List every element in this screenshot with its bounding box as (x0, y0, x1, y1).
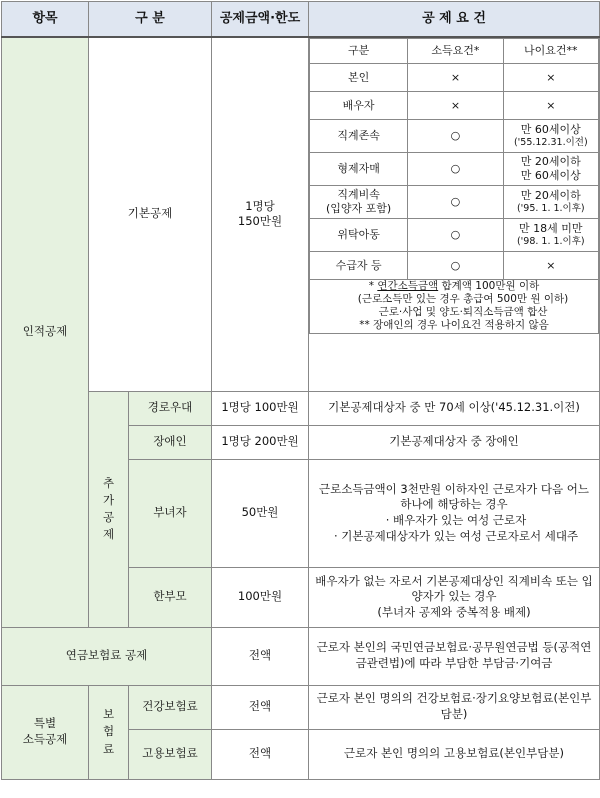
basic-notes (310, 280, 599, 334)
row-age (503, 186, 598, 219)
row-age: × (503, 252, 598, 280)
pension-amount: 전액 (212, 627, 309, 685)
row-division: 배우자 (310, 92, 408, 120)
basic-row-descendant (310, 186, 599, 219)
woman-amount: 50만원 (212, 459, 309, 567)
additional-label-char: 제 (102, 527, 115, 542)
disabled-label: 장애인 (129, 425, 212, 459)
row-age (503, 120, 598, 153)
row-age: × (503, 64, 598, 92)
woman-condition-bullet2: · 기본공제대상자가 있는 여성 근로자로서 세대주 (333, 528, 579, 543)
insurance-label-char: 보 (102, 707, 115, 722)
health-insurance-condition: 근로자 본인 명의의 건강보험료·장기요양보험료(본인부담분) (309, 685, 600, 729)
header-item: 항목 (2, 2, 89, 38)
single-parent-condition-note: (부녀자 공제와 중복적용 배제) (377, 604, 531, 619)
header-conditions: 공 제 요 건 (309, 2, 600, 38)
elderly-label: 경로우대 (129, 391, 212, 425)
woman-condition-text: 근로소득금액이 3천만원 이하자인 근로자가 다음 어느 하나에 해당하는 경우 (319, 481, 589, 512)
note-star1-rest: 합계액 100만원 이하 (438, 280, 540, 292)
row-age (503, 219, 598, 252)
table-header-row (2, 2, 600, 38)
basic-deduction-row (2, 37, 600, 391)
basic-row-spouse (310, 92, 599, 120)
note-star1-underlined: 연간소득금액 (377, 280, 439, 292)
elderly-condition: 기본공제대상자 중 만 70세 이상('45.12.31.이전) (309, 391, 600, 425)
insurance-label-char: 험 (102, 724, 115, 739)
row-age-note: ('98. 1. 1.이후) (516, 235, 585, 247)
row-division-main: 직계비속 (337, 188, 380, 202)
row-income: ○ (408, 219, 503, 252)
personal-deduction-label: 인적공제 (2, 37, 89, 627)
special-row-health (2, 685, 600, 729)
disabled-condition: 기본공제대상자 중 장애인 (309, 425, 600, 459)
special-label-line1: 특별 (33, 716, 57, 731)
health-insurance-amount: 전액 (212, 685, 309, 729)
employment-insurance-condition: 근로자 본인 명의의 고용보험료(본인부담분) (309, 729, 600, 779)
basic-row-recipient (310, 252, 599, 280)
note-star1-prefix: * (368, 280, 378, 292)
sub-header-division: 구분 (310, 39, 408, 64)
header-division: 구 분 (89, 2, 212, 38)
woman-label: 부녀자 (129, 459, 212, 567)
woman-condition-bullet1: · 배우자가 있는 여성 근로자 (385, 513, 527, 527)
pension-condition: 근로자 본인의 국민연금보험료·공무원연금법 등(공적연금관련법)에 따라 부담한 부담금·기여금 (309, 627, 600, 685)
row-income: × (408, 92, 503, 120)
single-parent-condition-text: 배우자가 없는 자로서 기본공제대상인 직계비속 또는 입양자가 있는 경우 (315, 573, 593, 604)
additional-deduction-label (89, 391, 129, 627)
basic-deduction-amount (212, 37, 309, 391)
basic-row-foster-child (310, 219, 599, 252)
row-income: ○ (408, 120, 503, 153)
additional-label-char: 가 (102, 492, 115, 507)
row-division: 위탁아동 (310, 219, 408, 252)
basic-row-self (310, 64, 599, 92)
row-age-note: ('95. 1. 1.이후) (516, 202, 585, 214)
note-line3: 근로·사업 및 양도·퇴직소득금액 합산 (378, 306, 548, 319)
basic-row-siblings (310, 153, 599, 186)
special-deduction-label (2, 685, 89, 779)
row-age (503, 153, 598, 186)
single-parent-label: 한부모 (129, 567, 212, 627)
note-star1 (312, 280, 596, 293)
row-age-main: 만 20세이하 (520, 189, 581, 203)
basic-amount-line1: 1명당 (245, 198, 275, 213)
single-parent-amount: 100만원 (212, 567, 309, 627)
woman-condition (309, 459, 600, 567)
row-age-note: 만 60세이상 (520, 169, 581, 182)
basic-notes-row (310, 280, 599, 334)
note-line2: (근로소득만 있는 경우 총급여 500만 원 이하) (357, 293, 569, 306)
row-division: 직계존속 (310, 120, 408, 153)
row-division: 형제자매 (310, 153, 408, 186)
row-age-main: 만 20세이하 (520, 155, 581, 169)
additional-row-elderly (2, 391, 600, 425)
row-income: × (408, 64, 503, 92)
disabled-amount: 1명당 200만원 (212, 425, 309, 459)
row-age-main: 만 18세 미만 (519, 222, 583, 236)
deduction-table (1, 1, 600, 780)
health-insurance-label: 건강보험료 (129, 685, 212, 729)
additional-label-char: 추 (102, 475, 115, 490)
basic-deduction-label: 기본공제 (89, 37, 212, 391)
row-income: ○ (408, 153, 503, 186)
basic-amount-line2: 150만원 (237, 214, 283, 229)
row-income: ○ (408, 252, 503, 280)
basic-conditions-table (309, 38, 599, 334)
row-division (310, 186, 408, 219)
additional-label-char: 공 (102, 510, 115, 524)
basic-conditions-cell (309, 37, 600, 391)
row-division: 수급자 등 (310, 252, 408, 280)
pension-row (2, 627, 600, 685)
sub-header-income: 소득요건* (408, 39, 503, 64)
insurance-label-char: 료 (102, 741, 115, 756)
elderly-amount: 1명당 100만원 (212, 391, 309, 425)
employment-insurance-label: 고용보험료 (129, 729, 212, 779)
row-income: ○ (408, 186, 503, 219)
single-parent-condition (309, 567, 600, 627)
row-age-main: 만 60세이상 (520, 123, 581, 137)
row-age-note: ('55.12.31.이전) (513, 136, 588, 148)
note-star2: ** 장애인의 경우 나이요건 적용하지 않음 (359, 319, 549, 332)
basic-row-ascendant (310, 120, 599, 153)
header-amount: 공제금액·한도 (212, 2, 309, 38)
basic-sub-header (310, 39, 599, 64)
sub-header-age: 나이요건** (503, 39, 598, 64)
insurance-label (89, 685, 129, 779)
row-division-note: (입양자 포함) (326, 202, 392, 215)
employment-insurance-amount: 전액 (212, 729, 309, 779)
pension-label: 연금보험료 공제 (2, 627, 212, 685)
row-age: × (503, 92, 598, 120)
special-label-line2: 소득공제 (22, 732, 68, 746)
row-division: 본인 (310, 64, 408, 92)
